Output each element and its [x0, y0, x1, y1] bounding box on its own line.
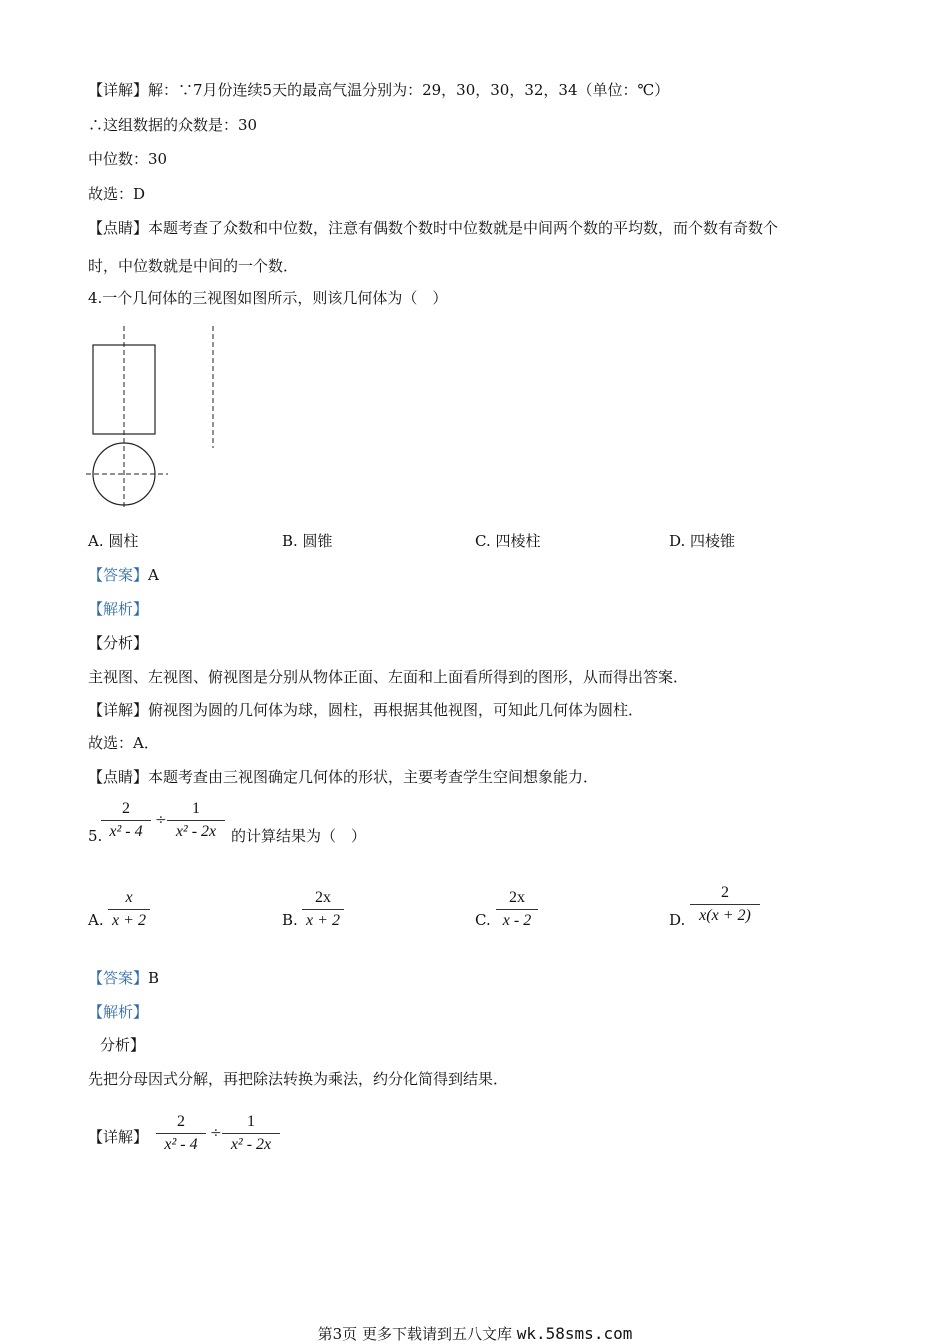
footer-site-link[interactable]: wk.58sms.com — [516, 1324, 633, 1343]
numerator: 1 — [247, 1113, 255, 1130]
denominator: x² - 4 — [164, 1136, 198, 1153]
q5-fraction-1 — [101, 800, 151, 841]
choose-text: 故选：A． — [88, 734, 159, 752]
answer-line — [88, 968, 159, 988]
fraction-bar — [167, 820, 225, 821]
fraction-bar — [302, 909, 344, 910]
option-d[interactable]: D. 四棱锥 — [669, 532, 736, 550]
detail-line: 【详解】解：∵7月份连续5天的最高气温分别为：29，30，30，32，34（单位：℃） — [88, 81, 670, 99]
fenxi-tag: 【分析】 — [88, 634, 149, 652]
choose-line: 故选：D — [88, 185, 146, 203]
dianjing-text: 【点睛】本题考查由三视图确定几何体的形状，主要考查学生空间想象能力． — [88, 768, 599, 786]
option-d-label[interactable]: D. — [669, 911, 686, 929]
answer-value: B — [148, 969, 160, 987]
numerator: 2 — [721, 884, 729, 901]
question-4: 4.一个几何体的三视图如图所示，则该几何体为（ ） — [88, 289, 448, 307]
denominator: x + 2 — [112, 912, 146, 929]
fenxi-text: 先把分母因式分解，再把除法转换为乘法，约分化简得到结果． — [88, 1070, 509, 1088]
median-line: 中位数：30 — [88, 150, 168, 168]
side-view-axis — [208, 322, 218, 452]
option-d-fraction[interactable] — [690, 884, 760, 925]
option-b[interactable]: B. 圆锥 — [282, 532, 333, 550]
analysis-tag: 【解析】 — [88, 1003, 149, 1021]
q5-suffix: 的计算结果为（ ） — [231, 827, 367, 845]
footer-text: 第3页 更多下载请到五八文库 — [317, 1325, 512, 1343]
detail-fraction-2 — [222, 1113, 280, 1154]
fraction-bar — [690, 904, 760, 905]
fraction-bar — [108, 909, 150, 910]
dianjing-line-cont: 时，中位数就是中间的一个数． — [88, 257, 299, 275]
numerator: 1 — [192, 800, 200, 817]
detail-text: 【详解】俯视图为圆的几何体为球，圆柱，再根据其他视图，可知此几何体为圆柱． — [88, 701, 644, 719]
page-footer — [0, 1323, 950, 1344]
denominator: x² - 2x — [230, 1136, 272, 1153]
denominator: x² - 4 — [109, 823, 143, 840]
denominator: x(x + 2) — [699, 907, 751, 924]
q5-fraction-2 — [167, 800, 225, 841]
divide-sign: ÷ — [155, 812, 167, 828]
dianjing-line: 【点睛】本题考查了众数和中位数，注意有偶数个数时中位数就是中间两个数的平均数，而个数有奇数个 — [88, 219, 779, 237]
numerator: 2x — [315, 889, 331, 906]
numerator: x — [125, 889, 133, 906]
divide-sign: ÷ — [210, 1125, 222, 1141]
answer-tag: 【答案】 — [88, 969, 149, 987]
option-b-label[interactable]: B. — [282, 911, 298, 929]
denominator: x + 2 — [306, 912, 340, 929]
mode-line: ∴这组数据的众数是：30 — [88, 116, 258, 134]
option-a[interactable]: A. 圆柱 — [88, 532, 139, 550]
denominator: x² - 2x — [175, 823, 217, 840]
answer-tag: 【答案】 — [88, 566, 149, 584]
detail-tag: 【详解】 — [88, 1128, 149, 1146]
answer-line — [88, 565, 159, 585]
option-a-label[interactable]: A. — [88, 911, 104, 929]
option-c[interactable]: C. 四棱柱 — [475, 532, 541, 550]
option-c-label[interactable]: C. — [475, 911, 491, 929]
option-b-fraction[interactable] — [302, 889, 344, 930]
numerator: 2 — [177, 1113, 185, 1130]
fenxi-text: 主视图、左视图、俯视图是分别从物体正面、左面和上面看所得到的图形，从而得出答案． — [88, 668, 689, 686]
analysis-tag: 【解析】 — [88, 600, 149, 618]
numerator: 2x — [509, 889, 525, 906]
denominator: x - 2 — [502, 912, 532, 929]
q5-number: 5. — [88, 827, 103, 845]
option-c-fraction[interactable] — [496, 889, 538, 930]
fraction-bar — [222, 1133, 280, 1134]
three-view-figure — [84, 322, 174, 512]
fraction-bar — [101, 820, 151, 821]
numerator: 2 — [122, 800, 130, 817]
detail-fraction-1 — [156, 1113, 206, 1154]
fraction-bar — [156, 1133, 206, 1134]
option-a-fraction[interactable] — [108, 889, 150, 930]
fraction-bar — [496, 909, 538, 910]
answer-value: A — [148, 566, 159, 584]
fenxi-tag: 分析】 — [100, 1036, 146, 1054]
